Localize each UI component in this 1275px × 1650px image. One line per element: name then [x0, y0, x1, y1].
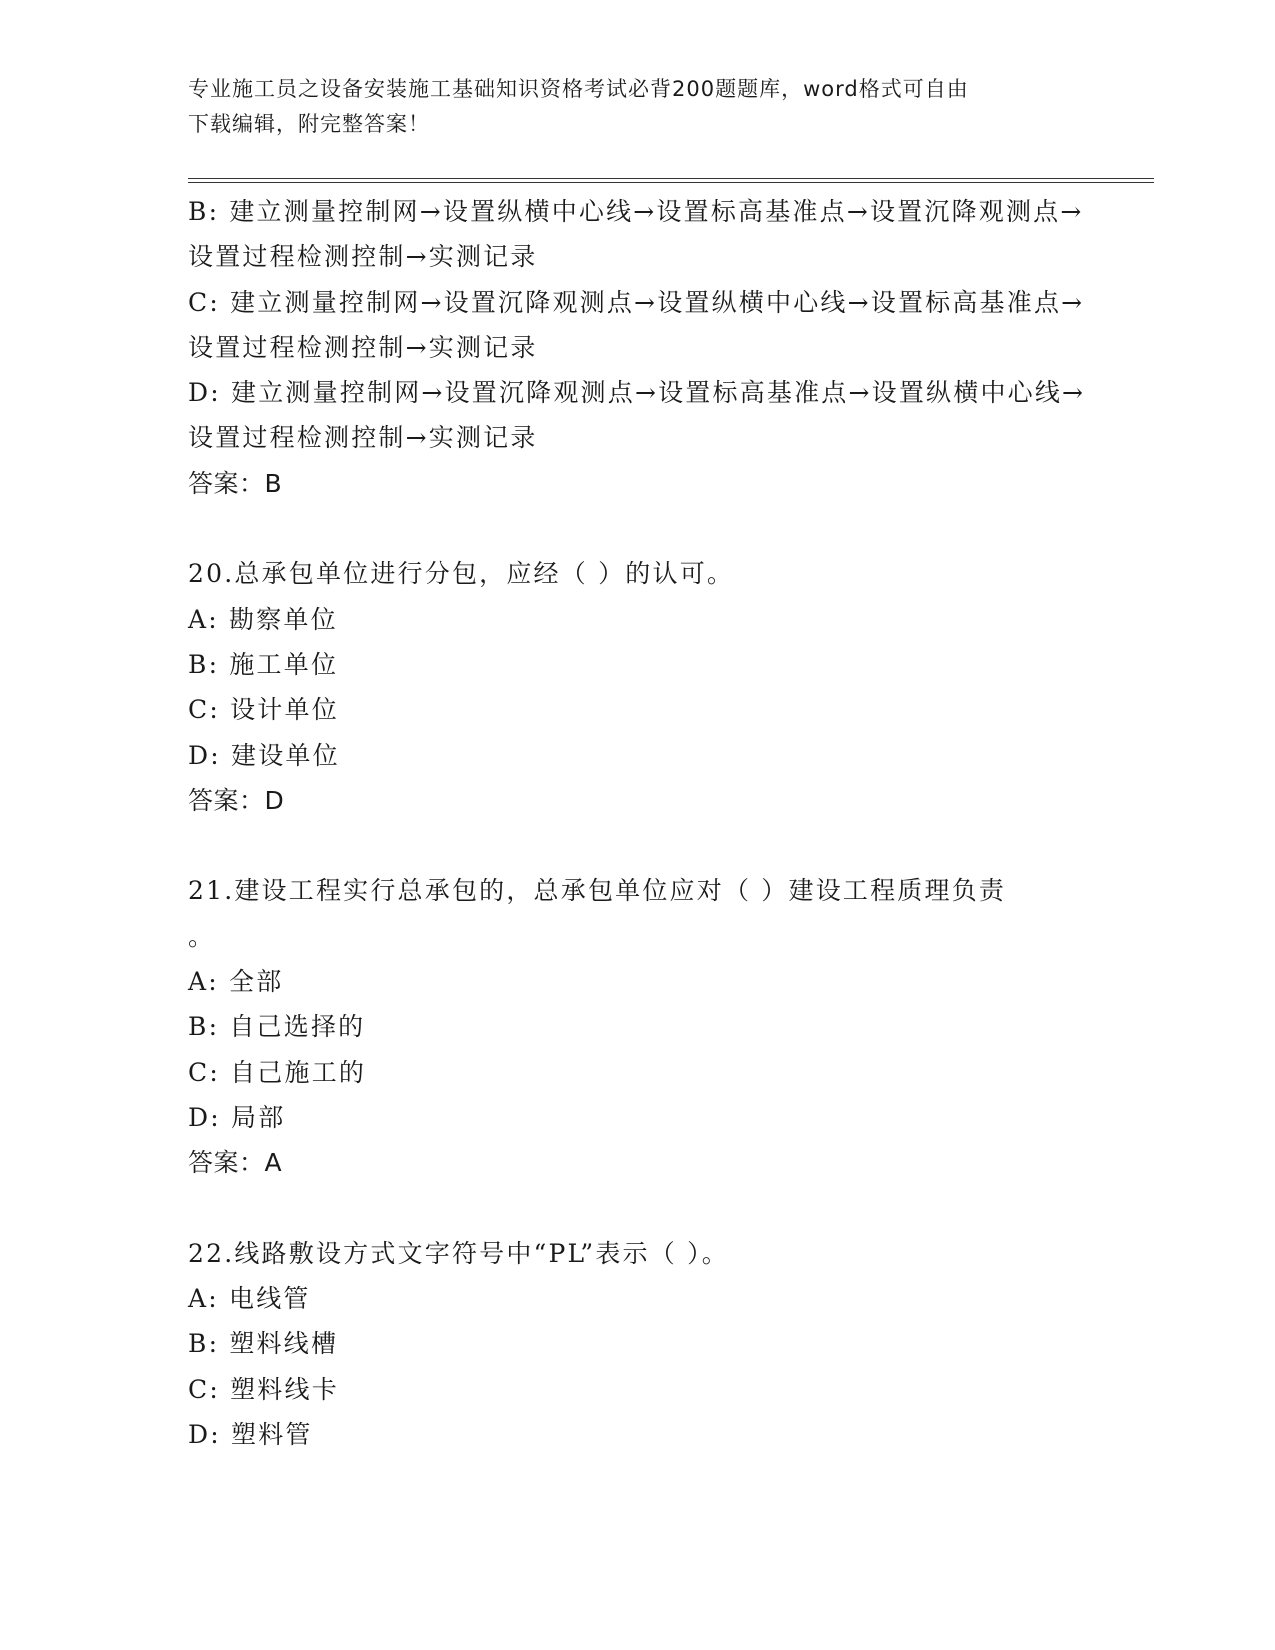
q20-option-a: A: 勘察单位	[188, 604, 338, 634]
q20-option-c: C: 设计单位	[188, 695, 339, 725]
q22-stem: 22.线路敷设方式文字符号中“PL”表示（ ）。	[188, 1238, 729, 1268]
q21-stem: 21.建设工程实行总承包的，总承包单位应对（ ）建设工程质理负责	[188, 876, 1007, 906]
q19-option-d: D: 建立测量控制网→设置沉降观测点→设置标高基准点→设置纵横中心线→设置过程检测控制→实测记录	[188, 378, 1086, 453]
document-header	[188, 72, 1068, 142]
q19-option-c: C: 建立测量控制网→设置沉降观测点→设置纵横中心线→设置标高基准点→设置过程检测控制→实测记录	[188, 287, 1085, 362]
q21-option-d: D: 局部	[188, 1102, 286, 1132]
q19-answer: 答案：B	[188, 468, 283, 498]
question-list	[188, 189, 1088, 1457]
q21-option-a: A: 全部	[188, 967, 284, 997]
q19-option-b: B: 建立测量控制网→设置纵横中心线→设置标高基准点→设置沉降观测点→设置过程检测控制→实测记录	[188, 197, 1084, 272]
q22-option-d: D: 塑料管	[188, 1420, 313, 1450]
divider-line-thin	[188, 182, 1154, 183]
q21-stem-tail: 。	[188, 921, 216, 951]
spacer	[188, 823, 1088, 868]
spacer	[188, 506, 1088, 551]
header-line-1: 专业施工员之设备安装施工基础知识资格考试必背200题题库，word格式可自由	[188, 77, 969, 101]
q22-option-a: A: 电线管	[188, 1284, 311, 1314]
q22-option-c: C: 塑料线卡	[188, 1374, 339, 1404]
q20-option-d: D: 建设单位	[188, 740, 340, 770]
q21-option-b: B: 自己选择的	[188, 1012, 366, 1042]
header-divider	[188, 178, 1154, 184]
q20-answer: 答案：D	[188, 785, 285, 815]
divider-line-thick	[188, 178, 1154, 179]
q21-option-c: C: 自己施工的	[188, 1057, 367, 1087]
header-line-2: 下载编辑，附完整答案！	[188, 112, 430, 136]
spacer	[188, 1186, 1088, 1231]
q22-option-b: B: 塑料线槽	[188, 1329, 339, 1359]
q20-stem: 20.总承包单位进行分包，应经（ ）的认可。	[188, 559, 735, 589]
q21-answer: 答案：A	[188, 1148, 283, 1178]
q20-option-b: B: 施工单位	[188, 649, 339, 679]
